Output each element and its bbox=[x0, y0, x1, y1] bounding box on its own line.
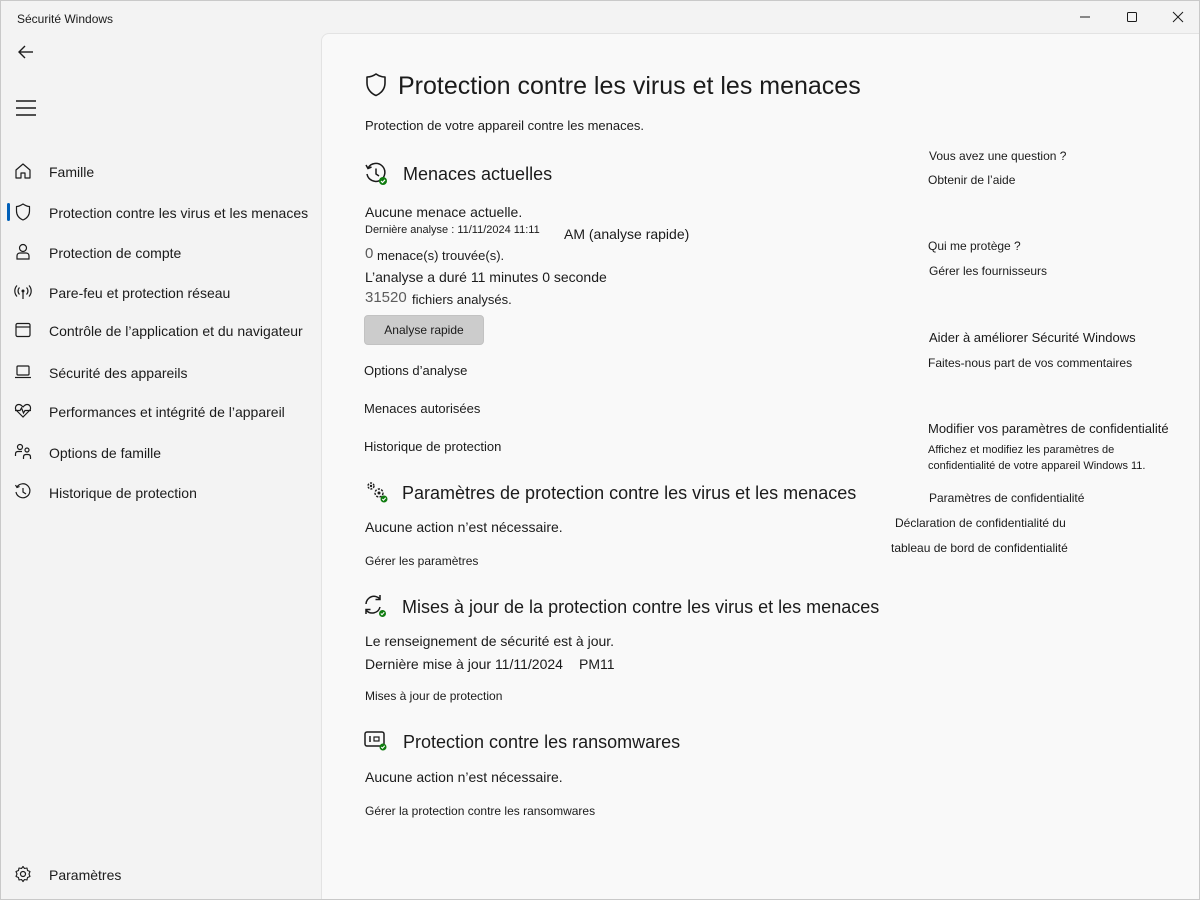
sidebar bbox=[1, 33, 321, 899]
shield-icon bbox=[13, 202, 33, 222]
scan-duration: L’analyse a duré 11 minutes 0 seconde bbox=[365, 269, 607, 285]
sidebar-item-label: Sécurité des appareils bbox=[49, 365, 188, 381]
threats-found-text: menace(s) trouvée(s). bbox=[377, 248, 505, 263]
privacy-title: Modifier vos paramètres de confidentialité bbox=[928, 421, 1169, 436]
page-title: Protection contre les virus et les menaces bbox=[398, 72, 861, 100]
section-title-ransomware: Protection contre les ransomwares bbox=[403, 732, 681, 752]
close-button[interactable] bbox=[1155, 1, 1200, 33]
wireless-icon bbox=[13, 282, 33, 302]
last-scan-suffix: AM (analyse rapide) bbox=[564, 226, 690, 242]
last-update-time: PM11 bbox=[579, 656, 615, 672]
sidebar-item-label: Pare-feu et protection réseau bbox=[49, 285, 231, 301]
sidebar-item-label: Options de famille bbox=[49, 445, 162, 461]
privacy-statement-link-line2[interactable]: tableau de bord de confidentialité bbox=[891, 541, 1068, 555]
gear-icon bbox=[13, 864, 33, 884]
who-protects-title: Qui me protège ? bbox=[928, 239, 1021, 253]
settings-gears-icon bbox=[363, 478, 389, 504]
manage-ransomware-link[interactable]: Gérer la protection contre les ransomwares bbox=[365, 804, 596, 818]
sidebar-item-device-security[interactable] bbox=[5, 355, 317, 389]
sidebar-item-firewall[interactable] bbox=[5, 275, 317, 309]
manage-settings-link[interactable]: Gérer les paramètres bbox=[365, 554, 479, 568]
sidebar-item-settings[interactable] bbox=[5, 857, 317, 891]
settings-status: Aucune action n’est nécessaire. bbox=[365, 519, 563, 535]
title-bar bbox=[1, 1, 1200, 35]
sidebar-item-label: Paramètres bbox=[49, 867, 122, 883]
privacy-statement-link-line1[interactable]: Déclaration de confidentialité du bbox=[895, 516, 1066, 530]
threat-history-icon bbox=[363, 161, 389, 187]
quick-scan-button[interactable]: Analyse rapide bbox=[364, 315, 484, 345]
privacy-settings-link[interactable]: Paramètres de confidentialité bbox=[929, 491, 1085, 505]
back-button[interactable] bbox=[11, 37, 41, 67]
protection-updates-link[interactable]: Mises à jour de protection bbox=[365, 689, 503, 703]
files-scanned-text: fichiers analysés. bbox=[412, 292, 512, 307]
family-icon bbox=[13, 442, 33, 462]
heart-pulse-icon bbox=[13, 401, 33, 421]
section-title-current-threats: Menaces actuelles bbox=[403, 164, 553, 184]
last-update-text: Dernière mise à jour 11/11/2024 bbox=[365, 656, 563, 672]
sidebar-item-label: Famille bbox=[49, 164, 95, 180]
sidebar-item-virus-protection[interactable] bbox=[5, 195, 317, 229]
sidebar-item-protection-history[interactable] bbox=[5, 475, 317, 509]
sidebar-item-label: Contrôle de l’application et du navigateur bbox=[49, 323, 303, 339]
maximize-icon bbox=[1126, 11, 1138, 23]
active-indicator bbox=[7, 203, 10, 221]
threat-status: Aucune menace actuelle. bbox=[365, 204, 523, 220]
home-icon bbox=[13, 161, 33, 181]
minimize-button[interactable] bbox=[1062, 1, 1108, 33]
sidebar-item-device-performance[interactable] bbox=[5, 394, 317, 428]
sidebar-item-app-browser-control[interactable] bbox=[5, 313, 317, 347]
improve-title: Aider à améliorer Sécurité Windows bbox=[929, 330, 1136, 345]
ransomware-status: Aucune action n’est nécessaire. bbox=[365, 769, 563, 785]
maximize-button[interactable] bbox=[1109, 1, 1155, 33]
section-title-settings: Paramètres de protection contre les virus et les menaces bbox=[402, 483, 857, 503]
allowed-threats-link[interactable]: Menaces autorisées bbox=[364, 401, 481, 416]
question-title: Vous avez une question ? bbox=[929, 149, 1067, 163]
minimize-icon bbox=[1079, 11, 1091, 23]
files-count: 31520 bbox=[365, 289, 407, 306]
refresh-icon bbox=[362, 593, 388, 619]
sidebar-item-label: Historique de protection bbox=[49, 485, 197, 501]
hamburger-icon bbox=[15, 99, 37, 117]
window-title: Sécurité Windows bbox=[17, 12, 114, 26]
manage-providers-link[interactable]: Gérer les fournisseurs bbox=[929, 264, 1048, 278]
updates-status: Le renseignement de sécurité est à jour. bbox=[365, 633, 615, 649]
sidebar-item-account-protection[interactable] bbox=[5, 235, 317, 269]
menu-button[interactable] bbox=[11, 93, 41, 123]
page-subtitle: Protection de votre appareil contre les menaces. bbox=[365, 118, 644, 133]
privacy-description: Affichez et modifiez les paramètres de confidentialité de votre appareil Windows 11. bbox=[928, 444, 1146, 472]
main-content bbox=[321, 33, 1200, 899]
browser-window-icon bbox=[13, 320, 33, 340]
laptop-icon bbox=[13, 362, 33, 382]
feedback-link[interactable]: Faites-nous part de vos commentaires bbox=[928, 356, 1133, 370]
last-scan-text: Dernière analyse : 11/11/2024 11:11 bbox=[365, 224, 540, 236]
sidebar-item-label: Performances et intégrité de l’appareil bbox=[49, 404, 285, 420]
ransomware-folder-icon bbox=[363, 729, 389, 753]
threats-count: 0 bbox=[365, 245, 374, 262]
sidebar-item-famille[interactable] bbox=[5, 154, 317, 188]
scan-options-link[interactable]: Options d’analyse bbox=[364, 363, 468, 378]
close-icon bbox=[1172, 11, 1184, 23]
get-help-link[interactable]: Obtenir de l’aide bbox=[928, 173, 1016, 187]
sidebar-item-label: Protection contre les virus et les menaces bbox=[49, 205, 309, 221]
sidebar-item-label: Protection de compte bbox=[49, 245, 182, 261]
person-icon bbox=[13, 242, 33, 262]
protection-history-link[interactable]: Historique de protection bbox=[364, 439, 502, 454]
back-arrow-icon bbox=[16, 42, 36, 62]
shield-icon bbox=[364, 72, 388, 98]
section-title-updates: Mises à jour de la protection contre les virus et les menaces bbox=[402, 597, 880, 617]
history-icon bbox=[13, 482, 33, 502]
sidebar-item-family-options[interactable] bbox=[5, 435, 317, 469]
